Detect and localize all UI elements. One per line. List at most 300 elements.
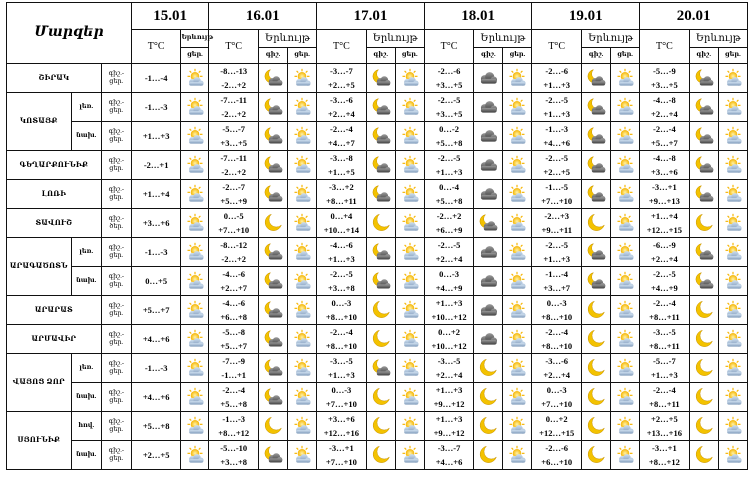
- sun-cloud-icon: [400, 445, 420, 465]
- night-weather: [581, 354, 610, 383]
- temp-range: [640, 296, 690, 325]
- day-weather: [395, 93, 424, 122]
- date-header-20: 20.01: [640, 3, 748, 30]
- temp-range: [640, 64, 690, 93]
- temp-day: +2…+4: [543, 370, 571, 380]
- night-weather: [258, 441, 287, 470]
- temp-range: [209, 267, 259, 296]
- moon-icon: [478, 387, 498, 407]
- temp-night: -4…-6: [222, 269, 246, 279]
- temp-night: 0…-3: [439, 269, 459, 279]
- temp-range: [317, 209, 367, 238]
- temp-unit-header: T°C: [532, 30, 582, 64]
- moon-icon: [694, 329, 714, 349]
- temp-range: [209, 296, 259, 325]
- temp-night: -3…-5: [653, 327, 676, 337]
- moon-cloud-icon: [263, 358, 283, 378]
- cloud-icon: [478, 126, 498, 146]
- temp-day: +7…+10: [325, 399, 357, 409]
- temp-night: +1…+3: [435, 414, 463, 424]
- temp-night: -2…-5: [330, 269, 353, 279]
- sun-cloud-icon: [292, 358, 312, 378]
- temp-day: +7…+10: [325, 457, 357, 467]
- moon-cloud-icon: [263, 242, 283, 262]
- night-weather: [581, 441, 610, 470]
- day-weather: [395, 64, 424, 93]
- temp-range: [640, 209, 690, 238]
- temp-day: +1…+3: [328, 254, 355, 264]
- day-weather: [718, 93, 747, 122]
- day-weather: [395, 267, 424, 296]
- temp-day: +8…+10: [541, 312, 573, 322]
- temp-range: [317, 151, 367, 180]
- night-weather: [366, 180, 395, 209]
- day-weather: [503, 325, 532, 354]
- moon-icon: [694, 300, 714, 320]
- temp-night: -5…-7: [222, 124, 246, 134]
- weather-header: Երևույթ: [689, 30, 747, 48]
- sun-cloud-icon: [400, 387, 420, 407]
- temp-day: -2…+2: [221, 80, 247, 90]
- day-weather: [611, 180, 640, 209]
- day-header: ցեր.: [611, 48, 640, 64]
- sun-cloud-icon: [292, 416, 312, 436]
- temp-day: +5…+8: [435, 138, 463, 148]
- sun-cloud-icon: [400, 126, 420, 146]
- sun-cloud-icon: [185, 184, 205, 204]
- temp-range: [317, 64, 367, 93]
- day-weather: [611, 122, 640, 151]
- temp-day: +2…+5: [328, 80, 355, 90]
- day-weather: [718, 209, 747, 238]
- sun-cloud-icon: [615, 387, 635, 407]
- day-weather: [718, 325, 747, 354]
- table-header: [7, 3, 748, 64]
- moon-icon: [371, 300, 391, 320]
- temp-day: +5…+9: [220, 196, 248, 206]
- sun-cloud-icon: [615, 126, 635, 146]
- day-weather: [503, 383, 532, 412]
- day-weather: [611, 441, 640, 470]
- weather-header: Երևույթ: [366, 30, 424, 48]
- moon-cloud-icon: [371, 68, 391, 88]
- day-weather: [395, 412, 424, 441]
- temp-range: [209, 93, 259, 122]
- moon-cloud-icon: [263, 155, 283, 175]
- night-header: գիշ.: [366, 48, 395, 64]
- sun-cloud-icon: [615, 97, 635, 117]
- moon-cloud-icon: [371, 97, 391, 117]
- period-label: գիշ.- ցեր.: [101, 354, 131, 383]
- sun-cloud-icon: [292, 387, 312, 407]
- moon-icon: [586, 300, 606, 320]
- temp-range: [424, 180, 474, 209]
- sun-cloud-icon: [507, 213, 527, 233]
- day-weather: [288, 296, 317, 325]
- night-weather: [366, 325, 395, 354]
- day-header: ցեր.: [503, 48, 532, 64]
- weather-15: [181, 325, 209, 354]
- day-weather: [718, 412, 747, 441]
- temp-night: -2…-4: [545, 327, 569, 337]
- temp-night: -3…+1: [652, 443, 677, 453]
- moon-cloud-icon: [586, 126, 606, 146]
- moon-cloud-icon: [263, 184, 283, 204]
- sun-cloud-icon: [292, 242, 312, 262]
- temp-range: [424, 354, 474, 383]
- temp-day: +5…+8: [220, 399, 248, 409]
- day-weather: [395, 296, 424, 325]
- day-weather: [503, 209, 532, 238]
- temp-15: +2…+5: [131, 441, 181, 470]
- date-header-15: 15.01: [131, 3, 209, 30]
- night-weather: [581, 267, 610, 296]
- moon-cloud-icon: [263, 329, 283, 349]
- moon-cloud-icon: [263, 271, 283, 291]
- sun-cloud-icon: [615, 445, 635, 465]
- temp-day: +10…+12: [431, 341, 467, 351]
- weather-15: [181, 296, 209, 325]
- temp-night: -3…-8: [330, 153, 353, 163]
- temp-15: -1…-3: [131, 354, 181, 383]
- temp-15: +3…+6: [131, 209, 181, 238]
- sun-cloud-icon: [615, 213, 635, 233]
- temp-day: +9…+13: [648, 196, 680, 206]
- temp-day: +4…+9: [651, 283, 678, 293]
- sun-cloud-icon: [400, 213, 420, 233]
- temp-day: +3…+5: [435, 80, 463, 90]
- night-weather: [581, 180, 610, 209]
- weather-header: Երևույթ: [581, 30, 639, 48]
- temp-night: -2…+3: [544, 211, 570, 221]
- moon-icon: [694, 445, 714, 465]
- temp-day: +6…+9: [435, 225, 463, 235]
- sun-cloud-icon: [723, 387, 743, 407]
- temp-range: [209, 238, 259, 267]
- day-weather: [503, 354, 532, 383]
- temp-range: [532, 180, 582, 209]
- night-weather: [366, 354, 395, 383]
- night-header: գիշ.: [689, 48, 718, 64]
- temp-range: [424, 412, 474, 441]
- night-weather: [581, 93, 610, 122]
- temp-range: [532, 441, 582, 470]
- temp-day: +8…+11: [649, 399, 680, 409]
- night-weather: [581, 209, 610, 238]
- temp-15: -1…-3: [131, 93, 181, 122]
- night-weather: [474, 180, 503, 209]
- sun-cloud-icon: [723, 358, 743, 378]
- sun-cloud-icon: [185, 416, 205, 436]
- day-weather: [395, 383, 424, 412]
- night-weather: [258, 209, 287, 238]
- day-weather: [288, 383, 317, 412]
- sun-cloud-icon: [615, 329, 635, 349]
- night-weather: [581, 325, 610, 354]
- moon-cloud-icon: [586, 242, 606, 262]
- moon-cloud-icon: [263, 300, 283, 320]
- day-weather: [611, 209, 640, 238]
- night-weather: [581, 412, 610, 441]
- moon-icon: [478, 358, 498, 378]
- temp-night: -2…-5: [437, 95, 461, 105]
- night-header: գիշ.: [474, 48, 503, 64]
- temp-day: +9…+12: [433, 428, 465, 438]
- night-weather: [474, 383, 503, 412]
- day-weather: [718, 296, 747, 325]
- weather-header: Երևույթ: [258, 30, 316, 48]
- day-weather: [288, 122, 317, 151]
- moon-cloud-icon: [371, 358, 391, 378]
- table-row: [7, 296, 748, 325]
- temp-night: -2…-4: [330, 124, 353, 134]
- sun-cloud-icon: [615, 358, 635, 378]
- temp-unit-header: T°C: [209, 30, 259, 64]
- temp-night: -2…-5: [437, 240, 461, 250]
- sun-cloud-icon: [185, 358, 205, 378]
- table-row: [7, 238, 748, 267]
- temp-night: -2…-5: [545, 95, 569, 105]
- temp-night: -2…-6: [437, 66, 461, 76]
- temp-range: [640, 151, 690, 180]
- sun-cloud-icon: [723, 300, 743, 320]
- temp-night: -2…-4: [330, 327, 353, 337]
- temp-day: +8…+10: [325, 341, 357, 351]
- temp-night: 0…+2: [438, 327, 460, 337]
- temp-range: [317, 238, 367, 267]
- table-row: [7, 151, 748, 180]
- temp-unit-header: T°C: [131, 30, 181, 64]
- night-weather: [366, 151, 395, 180]
- night-weather: [689, 93, 718, 122]
- temp-day: +2…+4: [435, 370, 463, 380]
- sun-cloud-icon: [615, 271, 635, 291]
- period-label: գիշ.- ցեր.: [101, 296, 131, 325]
- day-header: ցեր.: [718, 48, 747, 64]
- temp-range: [209, 209, 259, 238]
- temp-15: +5…+7: [131, 296, 181, 325]
- temp-night: +1…+4: [651, 211, 678, 221]
- day-weather: [611, 412, 640, 441]
- sun-cloud-icon: [292, 126, 312, 146]
- night-weather: [689, 151, 718, 180]
- day-weather: [288, 151, 317, 180]
- night-weather: [689, 209, 718, 238]
- night-weather: [366, 441, 395, 470]
- night-weather: [366, 267, 395, 296]
- night-weather: [474, 238, 503, 267]
- table-row: [7, 122, 748, 151]
- day-weather: [718, 267, 747, 296]
- temp-range: [209, 64, 259, 93]
- day-weather: [611, 267, 640, 296]
- weather-15: [181, 412, 209, 441]
- sun-cloud-icon: [723, 184, 743, 204]
- night-weather: [474, 64, 503, 93]
- day-weather: [503, 180, 532, 209]
- night-weather: [258, 296, 287, 325]
- temp-night: 0…-3: [546, 385, 567, 395]
- night-weather: [689, 325, 718, 354]
- sun-cloud-icon: [615, 416, 635, 436]
- temp-range: [532, 412, 582, 441]
- sun-cloud-icon: [400, 155, 420, 175]
- weather-15: [181, 180, 209, 209]
- night-weather: [258, 151, 287, 180]
- temp-day: +7…+10: [541, 399, 573, 409]
- temp-range: [640, 354, 690, 383]
- temp-night: -3…-5: [330, 356, 353, 366]
- region-name: ԱՐԱԳԱԾՈՏՆ: [7, 238, 72, 296]
- night-weather: [258, 383, 287, 412]
- temp-night: -1…-3: [545, 124, 569, 134]
- temp-day: +8…+12: [648, 457, 680, 467]
- moon-cloud-icon: [478, 213, 498, 233]
- moon-cloud-icon: [694, 68, 714, 88]
- temp-night: -2…-4: [653, 124, 676, 134]
- sun-cloud-icon: [723, 242, 743, 262]
- moon-icon: [371, 387, 391, 407]
- moon-cloud-icon: [263, 97, 283, 117]
- temp-range: [424, 325, 474, 354]
- temp-range: [209, 354, 259, 383]
- subregion-label: նախ.: [71, 122, 101, 151]
- temp-range: [640, 325, 690, 354]
- temp-night: -4…-8: [653, 153, 676, 163]
- day-weather: [503, 151, 532, 180]
- night-weather: [474, 209, 503, 238]
- temp-night: -1…-3: [222, 414, 246, 424]
- day-weather: [395, 122, 424, 151]
- night-weather: [258, 412, 287, 441]
- day-weather: [288, 354, 317, 383]
- temp-night: 0…-5: [223, 211, 244, 221]
- temp-range: [424, 209, 474, 238]
- temp-day: +2…+7: [220, 283, 248, 293]
- temp-night: -2…-7: [222, 182, 246, 192]
- period-label: գիշ.- ցեր.: [101, 122, 131, 151]
- weather-15: [181, 383, 209, 412]
- day-weather: [611, 383, 640, 412]
- sun-cloud-icon: [507, 242, 527, 262]
- sun-cloud-icon: [400, 358, 420, 378]
- table-row: [7, 441, 748, 470]
- temp-day: +10…+14: [323, 225, 359, 235]
- table-row: [7, 267, 748, 296]
- sun-cloud-icon: [615, 242, 635, 262]
- temp-day: +3…+5: [435, 109, 463, 119]
- temp-range: [424, 151, 474, 180]
- date-header-16: 16.01: [209, 3, 317, 30]
- sun-cloud-icon: [185, 155, 205, 175]
- temp-night: 0…-3: [331, 298, 352, 308]
- temp-day: +8…+11: [649, 312, 680, 322]
- temp-15: -2…+1: [131, 151, 181, 180]
- night-weather: [258, 238, 287, 267]
- day-weather: [503, 267, 532, 296]
- night-weather: [474, 296, 503, 325]
- cloud-icon: [478, 155, 498, 175]
- temp-range: [424, 64, 474, 93]
- weather-header: Երևույթ: [474, 30, 532, 48]
- temp-range: [532, 238, 582, 267]
- temp-day: +9…+11: [541, 225, 572, 235]
- table-row: [7, 209, 748, 238]
- period-label: գիշ.- ցեր.: [101, 64, 131, 93]
- region-name: ԼՈՌԻ: [7, 180, 102, 209]
- moon-cloud-icon: [371, 184, 391, 204]
- temp-night: -3…-6: [545, 356, 569, 366]
- sun-cloud-icon: [507, 68, 527, 88]
- temp-range: [424, 238, 474, 267]
- temp-range: [640, 383, 690, 412]
- table-body: [7, 64, 748, 470]
- temp-day: +2…+4: [435, 254, 463, 264]
- day-header: ցեր.: [395, 48, 424, 64]
- temp-day: -2…+2: [221, 254, 247, 264]
- day-weather: [288, 238, 317, 267]
- sun-cloud-icon: [185, 387, 205, 407]
- night-weather: [581, 122, 610, 151]
- day-weather: [503, 296, 532, 325]
- day-header: ցեր.: [288, 48, 317, 64]
- temp-night: 0…-2: [439, 124, 459, 134]
- temp-night: 0…-3: [546, 298, 567, 308]
- night-weather: [689, 383, 718, 412]
- sun-cloud-icon: [185, 242, 205, 262]
- temp-range: [209, 412, 259, 441]
- table-row: [7, 412, 748, 441]
- moon-cloud-icon: [694, 184, 714, 204]
- region-name: ԿՈՏԱՅՔ: [7, 93, 72, 151]
- day-weather: [718, 441, 747, 470]
- night-weather: [581, 151, 610, 180]
- temp-day: +4…+6: [543, 138, 571, 148]
- temp-night: 0…-3: [331, 385, 352, 395]
- temp-15: +1…+3: [131, 122, 181, 151]
- night-weather: [366, 383, 395, 412]
- temp-night: -4…-6: [222, 298, 246, 308]
- temp-15: +4…+6: [131, 383, 181, 412]
- night-weather: [581, 296, 610, 325]
- moon-icon: [586, 445, 606, 465]
- sun-cloud-icon: [723, 445, 743, 465]
- temp-night: +2…+5: [651, 414, 678, 424]
- temp-range: [532, 151, 582, 180]
- temp-night: -5…-9: [653, 66, 676, 76]
- temp-15: +1…+4: [131, 180, 181, 209]
- moon-cloud-icon: [371, 155, 391, 175]
- temp-night: +1…+3: [435, 385, 463, 395]
- temp-day: +4…+6: [435, 457, 463, 467]
- period-label: գիշ.- ցեր.: [101, 93, 131, 122]
- night-weather: [258, 325, 287, 354]
- sun-cloud-icon: [185, 97, 205, 117]
- temp-range: [209, 441, 259, 470]
- weather-15: [181, 267, 209, 296]
- sun-cloud-icon: [185, 300, 205, 320]
- temp-day: +2…+5: [543, 167, 571, 177]
- sun-cloud-icon: [185, 329, 205, 349]
- night-weather: [366, 209, 395, 238]
- temp-night: +1…+3: [435, 298, 463, 308]
- night-weather: [689, 238, 718, 267]
- temp-day: +8…+10: [541, 341, 573, 351]
- weather-15: [181, 209, 209, 238]
- temp-night: -3…-7: [437, 443, 461, 453]
- sun-cloud-icon: [185, 68, 205, 88]
- table-row: [7, 64, 748, 93]
